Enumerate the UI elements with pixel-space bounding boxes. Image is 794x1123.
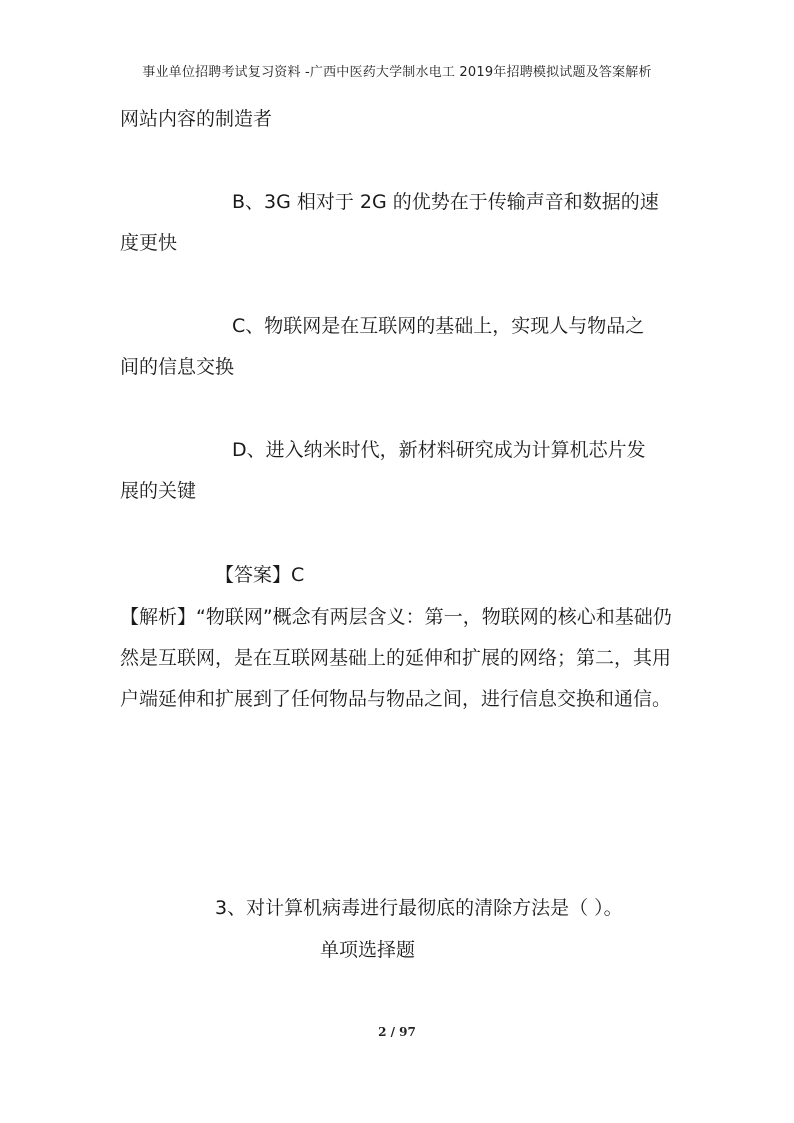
option-b xyxy=(120,182,676,264)
question-3-type: 单项选择题 xyxy=(320,939,416,961)
question-3: 3、对计算机病毒进行最彻底的清除方法是（ ）。 xyxy=(215,897,623,919)
option-c-line1: C、物联网是在互联网的基础上，实现人与物品之 xyxy=(232,315,645,337)
page-number: 2 / 97 xyxy=(378,1025,416,1039)
option-b-line1: B、3G 相对于 2G 的优势在于传输声音和数据的速 xyxy=(232,191,659,213)
analysis-text: 【解析】“物联网”概念有两层含义：第一，物联网的核心和基础仍然是互联网，是在互联网基础上的延伸和扩展的网络；第二，其用户端延伸和扩展到了任何物品与物品之间，进行信息交换和通信。 xyxy=(120,606,672,710)
option-d-line2: 展的关键 xyxy=(120,480,197,502)
option-d xyxy=(120,430,676,512)
option-c-line2: 间的信息交换 xyxy=(120,356,235,378)
continuation-text: 网站内容的制造者 xyxy=(120,108,273,130)
page-header: 事业单位招聘考试复习资料 -广西中医药大学制水电工 2019年招聘模拟试题及答案解析 xyxy=(142,65,652,80)
option-c xyxy=(120,306,676,388)
option-b-line2: 度更快 xyxy=(120,232,178,254)
answer-label: 【答案】C xyxy=(215,564,305,586)
option-d-line1: D、进入纳米时代，新材料研究成为计算机芯片发 xyxy=(232,439,646,461)
